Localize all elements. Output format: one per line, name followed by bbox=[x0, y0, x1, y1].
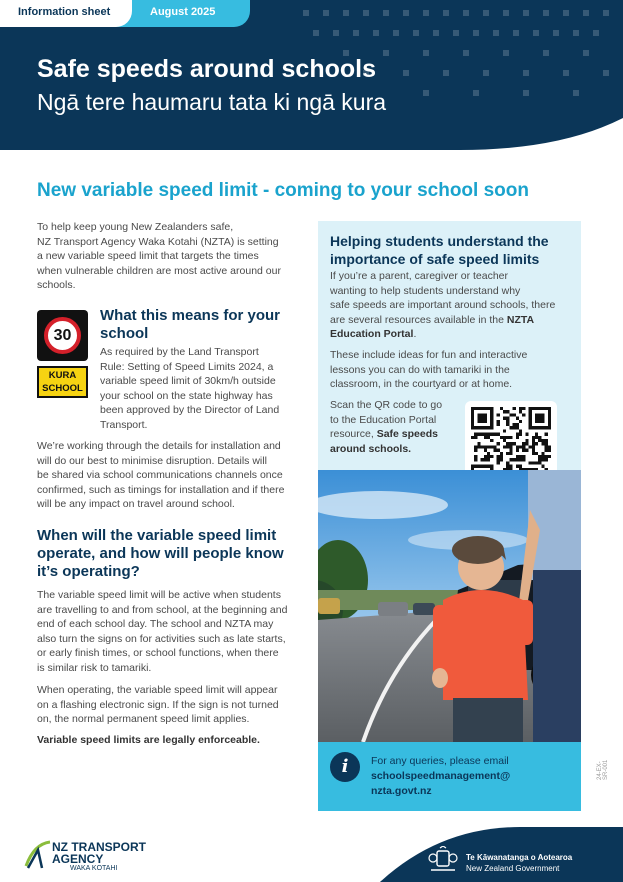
document-code: 24-EX-SR-001 bbox=[597, 759, 609, 780]
qr-module bbox=[516, 423, 519, 426]
text-line: We’re working through the details for installation and bbox=[37, 440, 281, 452]
qr-module bbox=[548, 449, 551, 452]
qr-module bbox=[535, 413, 545, 423]
heading-line: operate, and how will people know bbox=[37, 545, 284, 562]
qr-module bbox=[503, 445, 506, 448]
text-line: Scan the QR code to go bbox=[330, 399, 443, 411]
qr-module bbox=[500, 452, 503, 455]
qr-module bbox=[506, 442, 509, 445]
qr-module bbox=[474, 445, 477, 448]
qr-module bbox=[493, 433, 496, 436]
qr-module bbox=[506, 452, 509, 455]
page-title: Safe speeds around schools bbox=[37, 55, 376, 83]
qr-module bbox=[487, 455, 490, 458]
qr-module bbox=[525, 439, 528, 442]
text-line: When operating, the variable speed limit will appear bbox=[37, 684, 278, 696]
contact-text bbox=[371, 754, 510, 799]
info-icon: i bbox=[330, 752, 360, 782]
text-line: to the Education Portal bbox=[330, 413, 437, 426]
heading-line: it’s operating? bbox=[37, 563, 140, 580]
qr-module bbox=[535, 461, 538, 464]
qr-module bbox=[541, 442, 544, 445]
text-line: been approved by the Director of Land bbox=[100, 404, 280, 416]
qr-module bbox=[484, 445, 487, 448]
qr-module bbox=[545, 433, 548, 436]
qr-module bbox=[500, 458, 503, 461]
qr-module bbox=[509, 436, 512, 439]
qr-module bbox=[509, 445, 512, 448]
nzta-logo-subtext: WAKA KOTAHI bbox=[70, 865, 118, 872]
header-curve bbox=[0, 118, 623, 150]
text-line: As required by the Land Transport bbox=[100, 346, 259, 358]
section2-paragraph-1 bbox=[37, 588, 307, 675]
qr-module bbox=[522, 445, 525, 448]
qr-module bbox=[487, 436, 490, 439]
text-line: The variable speed limit will be active when students bbox=[37, 589, 281, 601]
qr-module bbox=[477, 433, 480, 436]
qr-module bbox=[509, 413, 512, 416]
panel-paragraph-2 bbox=[330, 348, 575, 392]
email-link[interactable]: schoolspeedmanagement@ bbox=[371, 770, 511, 782]
text-line: These include ideas for fun and interactive bbox=[330, 349, 528, 361]
qr-module bbox=[522, 413, 525, 416]
section1-heading bbox=[100, 307, 280, 343]
panel-paragraph-1 bbox=[330, 269, 575, 342]
qr-module bbox=[538, 436, 541, 439]
qr-module bbox=[484, 458, 487, 461]
qr-module bbox=[477, 442, 480, 445]
qr-module bbox=[506, 436, 509, 439]
text-line: be shared via school communications channels once bbox=[37, 469, 283, 481]
qr-module bbox=[484, 449, 487, 452]
text-line: on a flashing electronic sign. If the sign is not turned bbox=[37, 698, 279, 711]
qr-module bbox=[509, 465, 512, 468]
qr-module bbox=[506, 465, 509, 468]
qr-module bbox=[481, 458, 484, 461]
qr-module bbox=[509, 458, 512, 461]
text-line: Transport. bbox=[100, 418, 148, 431]
qr-module bbox=[525, 442, 528, 445]
qr-module bbox=[516, 455, 519, 458]
text-line: is similar risk to tamariki. bbox=[37, 661, 152, 674]
qr-module bbox=[516, 436, 519, 439]
qr-module bbox=[538, 458, 541, 461]
qr-module bbox=[548, 445, 551, 448]
qr-module bbox=[477, 413, 487, 423]
qr-module bbox=[545, 458, 548, 461]
nz-government-crest-icon bbox=[428, 846, 458, 874]
qr-module bbox=[516, 449, 519, 452]
text-line: wanting to help students understand why bbox=[330, 284, 521, 297]
qr-module bbox=[497, 458, 500, 461]
qr-module bbox=[519, 433, 522, 436]
qr-module bbox=[490, 439, 493, 442]
text-span: resource, bbox=[330, 428, 377, 440]
qr-module bbox=[545, 442, 548, 445]
qr-module bbox=[535, 442, 538, 445]
qr-module bbox=[497, 455, 500, 458]
qr-module bbox=[532, 452, 535, 455]
text-line: or early finish times, or school functions, when there bbox=[37, 647, 279, 659]
qr-module bbox=[497, 413, 500, 416]
qr-module bbox=[532, 445, 535, 448]
qr-module bbox=[500, 436, 503, 439]
qr-module bbox=[474, 449, 477, 452]
sign-line: SCHOOL bbox=[42, 383, 83, 394]
intro-line: schools. bbox=[37, 279, 76, 291]
email-link[interactable]: nzta.govt.nz bbox=[371, 785, 432, 797]
intro-line: a new variable speed limit that targets the times bbox=[37, 250, 259, 262]
nzta-logo-icon bbox=[24, 840, 52, 870]
qr-module bbox=[535, 436, 538, 439]
qr-module bbox=[516, 465, 519, 468]
qr-module bbox=[541, 458, 544, 461]
sign-line: KURA bbox=[48, 370, 77, 381]
intro-line: To help keep young New Zealanders safe, bbox=[37, 221, 234, 233]
qr-module bbox=[493, 449, 496, 452]
qr-module bbox=[513, 442, 516, 445]
text-line: safe speeds are important around schools, there bbox=[330, 299, 556, 311]
qr-module bbox=[532, 461, 535, 464]
logo-line: NZ TRANSPORT bbox=[52, 840, 146, 854]
text-line: If you’re a parent, caregiver or teacher bbox=[330, 270, 509, 282]
qr-module bbox=[493, 445, 496, 448]
qr-module bbox=[519, 455, 522, 458]
qr-module bbox=[516, 458, 519, 461]
text-line: classroom, in the courtyard or at home. bbox=[330, 378, 513, 390]
qr-module bbox=[525, 433, 528, 436]
qr-module bbox=[545, 445, 548, 448]
qr-module bbox=[487, 433, 490, 436]
qr-module bbox=[497, 420, 500, 423]
text-line: on, the normal permanent speed limit applies. bbox=[37, 713, 250, 725]
section2-heading bbox=[37, 527, 284, 581]
qr-module bbox=[513, 423, 516, 426]
qr-module bbox=[509, 442, 512, 445]
resource-name: Safe speeds bbox=[376, 428, 438, 440]
qr-module bbox=[477, 445, 480, 448]
qr-module bbox=[484, 455, 487, 458]
qr-module bbox=[516, 426, 519, 429]
qr-module bbox=[471, 436, 474, 439]
qr-module bbox=[474, 436, 477, 439]
heading-line: school bbox=[100, 325, 149, 342]
text-line: end of each school day. The school and NZTA may bbox=[37, 618, 274, 630]
qr-module bbox=[513, 426, 516, 429]
qr-module bbox=[513, 458, 516, 461]
qr-module bbox=[522, 407, 525, 410]
kura-school-sign bbox=[37, 366, 88, 398]
qr-module bbox=[532, 436, 535, 439]
qr-module bbox=[481, 433, 484, 436]
heading-line: When will the variable speed limit bbox=[37, 527, 277, 544]
qr-module bbox=[503, 410, 506, 413]
qr-module bbox=[516, 417, 519, 420]
section1-paragraph-2 bbox=[37, 439, 307, 512]
qr-module bbox=[506, 417, 509, 420]
qr-module bbox=[541, 439, 544, 442]
qr-module bbox=[509, 449, 512, 452]
qr-module bbox=[490, 445, 493, 448]
qr-module bbox=[532, 442, 535, 445]
qr-module bbox=[535, 433, 538, 436]
text-line: your school on the state highway has bbox=[100, 389, 273, 402]
qr-module bbox=[490, 455, 493, 458]
qr-module bbox=[497, 442, 500, 445]
qr-module bbox=[522, 442, 525, 445]
qr-module bbox=[503, 429, 506, 432]
qr-module bbox=[487, 445, 490, 448]
qr-module bbox=[474, 433, 477, 436]
panel-paragraph-3 bbox=[330, 398, 460, 456]
text-line bbox=[330, 427, 460, 442]
qr-module bbox=[503, 417, 506, 420]
qr-module bbox=[497, 433, 500, 436]
qr-module bbox=[509, 426, 512, 429]
qr-module bbox=[545, 439, 548, 442]
main-heading: New variable speed limit - coming to your school soon bbox=[37, 180, 529, 201]
qr-module bbox=[541, 455, 544, 458]
qr-module bbox=[519, 420, 522, 423]
text-line bbox=[330, 327, 575, 342]
text-line: Rule: Setting of Speed Limits 2024, a bbox=[100, 360, 274, 373]
qr-module bbox=[545, 455, 548, 458]
qr-module bbox=[516, 445, 519, 448]
qr-module bbox=[519, 407, 522, 410]
text-line: lessons you can do with tamariki in the bbox=[330, 363, 510, 376]
qr-module bbox=[541, 465, 544, 468]
text-line: also turn the signs on for activities such as late starts, bbox=[37, 632, 286, 645]
text-span: . bbox=[413, 328, 417, 340]
qr-module bbox=[509, 452, 512, 455]
contact-line: For any queries, please email bbox=[371, 755, 509, 767]
text-line: will do our best to minimise disruption. Details will bbox=[37, 454, 267, 467]
qr-module bbox=[484, 436, 487, 439]
qr-module bbox=[513, 413, 516, 416]
government-name-english: New Zealand Government bbox=[466, 864, 560, 873]
page-subtitle: Ngā tere haumaru tata ki ngā kura bbox=[37, 89, 387, 115]
qr-module bbox=[548, 455, 551, 458]
qr-module bbox=[538, 461, 541, 464]
qr-module bbox=[522, 458, 525, 461]
qr-module bbox=[519, 465, 522, 468]
qr-module bbox=[519, 429, 522, 432]
text-line: confirmed, such as timings for installation and if there bbox=[37, 483, 285, 496]
date-label: August 2025 bbox=[150, 6, 216, 18]
qr-module bbox=[522, 455, 525, 458]
info-sheet-tab bbox=[0, 0, 132, 27]
qr-module bbox=[516, 433, 519, 436]
speed-limit-sign bbox=[37, 310, 88, 361]
text-line bbox=[330, 313, 575, 328]
qr-module bbox=[513, 407, 516, 410]
text-line: will be any impact on travel around school. bbox=[37, 498, 235, 510]
qr-module bbox=[541, 452, 544, 455]
speed-sign bbox=[37, 310, 88, 398]
info-sheet-label: Information sheet bbox=[18, 6, 111, 18]
heading-line: importance of safe speed limits bbox=[330, 251, 540, 267]
speed-value: 30 bbox=[44, 317, 81, 354]
qr-module bbox=[474, 458, 477, 461]
qr-module bbox=[506, 410, 509, 413]
section2-paragraph-2 bbox=[37, 683, 307, 727]
qr-module bbox=[506, 445, 509, 448]
qr-module bbox=[506, 423, 509, 426]
qr-module bbox=[487, 458, 490, 461]
qr-module bbox=[532, 439, 535, 442]
heading-line: What this means for your bbox=[100, 307, 281, 324]
qr-module bbox=[474, 455, 477, 458]
qr-module bbox=[481, 445, 484, 448]
text-line: are travelling to and from school, at the beginning and bbox=[37, 603, 288, 616]
child-road-photo bbox=[318, 470, 581, 742]
portal-link-text[interactable]: Education Portal bbox=[330, 328, 414, 340]
qr-module bbox=[538, 439, 541, 442]
qr-module bbox=[519, 445, 522, 448]
qr-module bbox=[535, 452, 538, 455]
heading-line: Helping students understand the bbox=[330, 233, 549, 249]
qr-module bbox=[519, 410, 522, 413]
text-span: are several resources available in the bbox=[330, 313, 507, 326]
qr-module bbox=[545, 449, 548, 452]
qr-module bbox=[497, 449, 500, 452]
qr-module bbox=[506, 461, 509, 464]
qr-module bbox=[503, 439, 506, 442]
intro-line: when vulnerable children are most active around our bbox=[37, 264, 281, 277]
logo-line: AGENCY bbox=[52, 852, 104, 866]
text-line: variable speed limit of 30km/h outside bbox=[100, 375, 276, 387]
intro-paragraph bbox=[37, 220, 302, 293]
resource-name: around schools. bbox=[330, 442, 412, 455]
qr-module bbox=[522, 449, 525, 452]
qr-module bbox=[525, 449, 528, 452]
qr-module bbox=[500, 455, 503, 458]
qr-module bbox=[529, 445, 532, 448]
qr-module bbox=[497, 423, 500, 426]
qr-module bbox=[532, 449, 535, 452]
qr-module bbox=[503, 436, 506, 439]
qr-module bbox=[487, 452, 490, 455]
section1-paragraph bbox=[100, 345, 305, 432]
photo-illustration bbox=[318, 470, 581, 742]
panel-heading bbox=[330, 232, 580, 268]
qr-module bbox=[484, 433, 487, 436]
qr-module bbox=[538, 455, 541, 458]
government-name-maori: Te Kāwanatanga o Aotearoa bbox=[466, 853, 573, 862]
intro-line: NZ Transport Agency Waka Kotahi (NZTA) is setting bbox=[37, 235, 279, 248]
qr-module bbox=[529, 461, 532, 464]
qr-module bbox=[497, 461, 500, 464]
qr-module bbox=[519, 458, 522, 461]
legal-note: Variable speed limits are legally enforceable. bbox=[37, 734, 260, 746]
qr-module bbox=[490, 433, 493, 436]
nzta-logo-text bbox=[52, 841, 146, 865]
qr-module bbox=[500, 407, 503, 410]
qr-module bbox=[506, 420, 509, 423]
portal-link-text[interactable]: NZTA bbox=[506, 313, 535, 326]
